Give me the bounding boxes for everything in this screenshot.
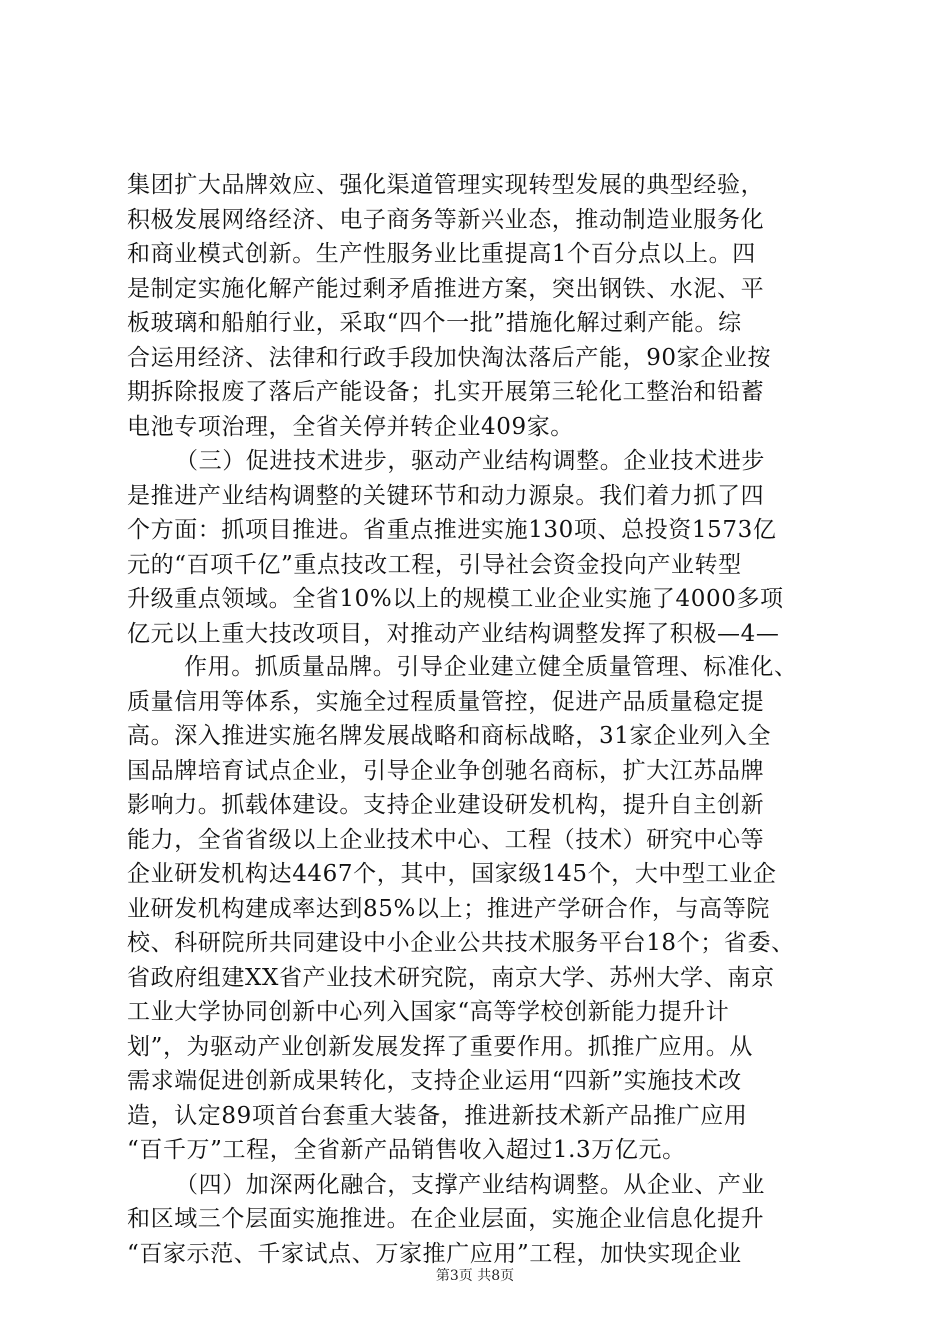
text-line: 升级重点领域。全省10%以上的规模工业企业实施了4000多项 [127,586,784,612]
text-line: 集团扩大品牌效应、强化渠道管理实现转型发展的典型经验， [127,172,765,198]
text-line: 板玻璃和船舶行业，采取“四个一批”措施化解过剩产能。综 [127,310,742,336]
text-line: 影响力。抓载体建设。支持企业建设研发机构，提升自主创新 [127,792,765,818]
text-line: 能力，全省省级以上企业技术中心、工程（技术）研究中心等 [127,826,765,853]
text-line: 划”，为驱动产业创新发展发挥了重要作用。抓推广应用。从 [127,1033,753,1060]
text-block-upper [127,168,837,651]
text-line: 和商业模式创新。生产性服务业比重提高1个百分点以上。四 [127,241,756,267]
text-line: “百家示范、千家试点、万家推广应用”工程，加快实现企业 [127,1240,742,1267]
text-line: 工业大学协同创新中心列入国家“高等学校创新能力提升计 [127,999,730,1025]
text-line: 和区域三个层面实施推进。在企业层面，实施企业信息化提升 [127,1206,765,1232]
text-line: 个方面：抓项目推进。省重点推进实施130项、总投资1573亿 [127,517,777,543]
text-line: 期拆除报废了落后产能设备；扎实开展第三轮化工整治和铅蓄 [127,379,765,405]
text-line: “百千万”工程，全省新产品销售收入超过1.3万亿元。 [127,1137,686,1163]
text-line: 省政府组建XX省产业技术研究院，南京大学、苏州大学、南京 [127,964,775,991]
text-line: 国品牌培育试点企业，引导企业争创驰名商标，扩大江苏品牌 [127,757,765,784]
text-line: 元的“百项千亿”重点技改工程，引导社会资金投向产业转型 [127,551,742,578]
text-line: 校、科研院所共同建设中小企业公共技术服务平台18个；省委、 [127,930,795,956]
text-line: 高。深入推进实施名牌发展战略和商标战略，31家企业列入全 [127,723,772,749]
text-line: 企业研发机构达4467个，其中，国家级145个，大中型工业企 [127,861,777,887]
section-heading-line: （四）加深两化融合，支撑产业结构调整。从企业、产业 [175,1171,765,1198]
text-line: 电池专项治理，全省关停并转企业409家。 [127,413,574,440]
text-line: 作用。抓质量品牌。引导企业建立健全质量管理、标准化、 [184,654,798,680]
text-line: 是制定实施化解产能过剩矛盾推进方案，突出钢铁、水泥、平 [127,275,765,302]
text-line: 业研发机构建成率达到85%以上；推进产学研合作，与高等院 [127,895,770,922]
text-line: 积极发展网络经济、电子商务等新兴业态，推动制造业服务化 [127,206,765,233]
text-line: 合运用经济、法律和行政手段加快淘汰落后产能，90家企业按 [127,344,772,371]
text-line: 造，认定89项首台套重大装备，推进新技术新产品推广应用 [127,1102,748,1129]
text-line: 需求端促进创新成果转化，支持企业运用“四新”实施技术改 [127,1068,742,1094]
text-line: 亿元以上重大技改项目，对推动产业结构调整发挥了积极—4— [127,620,780,647]
text-block-lower [127,650,837,1271]
page-footer: 第3页 共8页 [435,1268,515,1284]
text-line: 质量信用等体系，实施全过程质量管控，促进产品质量稳定提 [127,688,765,715]
section-heading-line: （三）促进技术进步，驱动产业结构调整。企业技术进步 [175,448,765,474]
text-line: 是推进产业结构调整的关键环节和动力源泉。我们着力抓了四 [127,482,765,509]
